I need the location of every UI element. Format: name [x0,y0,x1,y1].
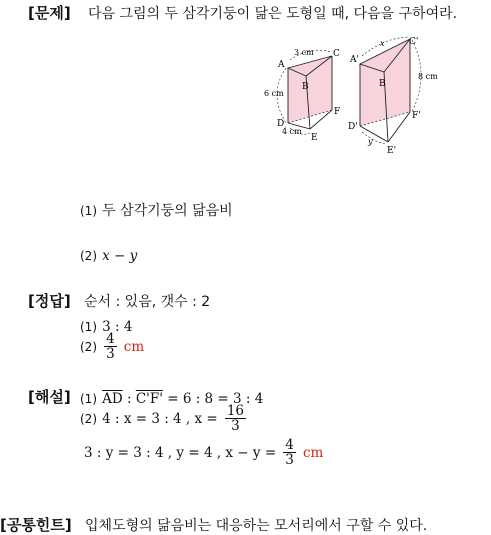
label-C: C [333,49,340,59]
question-1-text: 두 삼각기둥의 닮음비 [102,203,233,219]
label-A-prime: A' [350,55,359,65]
solution-2-fraction-2-denominator: 3 [285,452,294,469]
segment-ad: $\overline{AD}$ [102,391,123,407]
hint-tag: [공통힌트] [0,516,72,534]
len-x: x [380,39,385,48]
len-ac-left: 3 cm [294,48,314,57]
answer-2-number: (2) [80,340,97,355]
label-D: D [277,119,285,129]
question-1 [80,200,233,220]
question-2-number: (2) [80,249,97,263]
left-prism [264,48,340,143]
label-D-prime: D' [348,122,358,132]
prism-figure [258,34,448,156]
solution-2-unit: cm [302,445,324,462]
answer-2-fraction [104,332,117,361]
answer-1-text: 3 : 4 [102,319,133,335]
label-F: F [334,107,341,117]
answer-2-unit: cm [123,339,145,356]
solution-2-line-2: 3 : y = 3 : 4 , y = 4 , x − y = [84,445,277,462]
question-1-number: (1) [80,204,97,218]
solution-tag: [해설] [28,388,71,406]
label-C-prime: C' [409,37,419,47]
solution-2-number: (2) [80,412,97,427]
problem-text: 다음 그림의 두 삼각기둥이 닮은 도형일 때, 다음을 구하여라. [88,6,458,22]
solution-2-fraction-1-denominator: 3 [231,418,240,435]
answer-2-denominator: 3 [106,346,115,363]
len-de-left: 4 cm [282,127,302,136]
label-F-prime: F' [412,111,421,121]
solution-2-fraction-1 [225,404,246,433]
label-E: E [311,133,318,143]
label-B-right: B [379,79,386,89]
answer-tag: [정답] [28,292,71,310]
right-prism [348,37,438,156]
solution-2-second-line [84,438,323,467]
len-cf-right: 8 cm [418,72,438,81]
answer-2 [80,332,144,361]
label-E-prime: E' [387,146,397,156]
label-B: B [302,82,309,92]
label-A: A [278,60,285,70]
answer-1-number: (1) [80,320,97,334]
solution-1-rest: = 6 : 8 = 3 : 4 [162,391,264,407]
solution-2-fraction-1-numerator: 16 [226,403,245,419]
answer-2-numerator: 4 [106,331,115,347]
question-2-text: x − y [102,248,138,264]
segment-cf-prime: C'F' [135,391,163,407]
solution-1-colon: : [122,391,136,407]
solution-2-fraction-2 [283,438,296,467]
problem-tag: [문제] [28,4,71,22]
solution-1-number: (1) [80,392,97,406]
question-2 [80,245,137,264]
len-y: y [368,137,373,146]
hint-text: 입체도형의 닮음비는 대응하는 모서리에서 구할 수 있다. [85,518,428,534]
solution-2-line-1: 4 : x = 3 : 4 , x = [102,411,218,428]
len-ad-left: 6 cm [264,89,284,98]
solution-2-fraction-2-numerator: 4 [285,437,294,453]
solution-2 [80,404,248,433]
answer-line: 순서 : 있음, 갯수 : 2 [84,294,211,310]
